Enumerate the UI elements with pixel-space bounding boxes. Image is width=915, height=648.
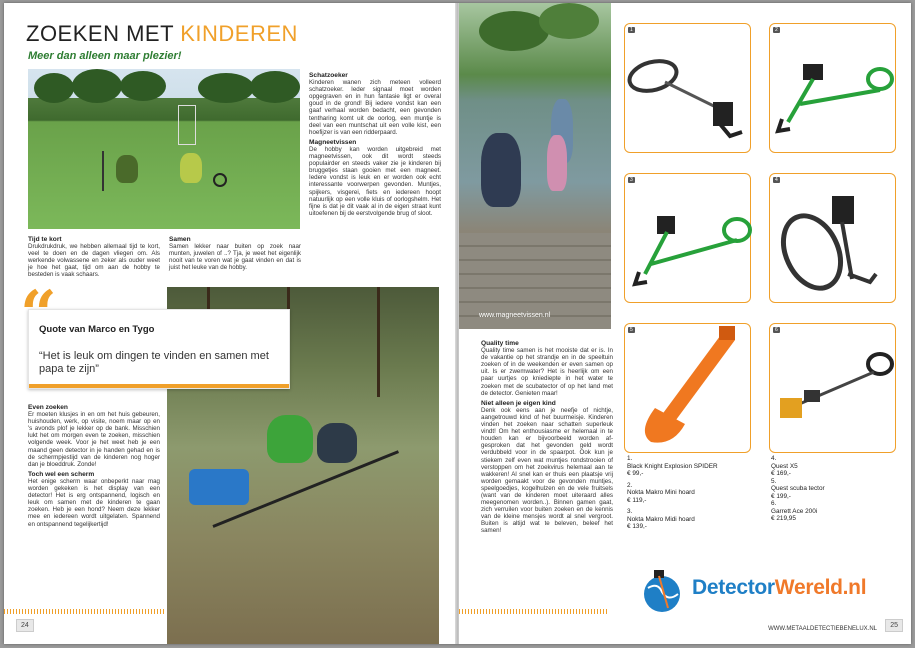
page-number-left: 24 xyxy=(16,619,34,632)
product-5-number: 5. xyxy=(771,477,777,485)
product-tile-1 xyxy=(624,23,751,153)
photo-kid-3 xyxy=(547,135,567,191)
product-4-price: € 169,- xyxy=(771,470,791,477)
tile-number: 6 xyxy=(775,327,778,333)
text-column-2 xyxy=(169,233,301,271)
product-5-price: € 199,- xyxy=(771,492,791,500)
quote-box xyxy=(28,309,290,389)
heading-tijd-te-kort: Tijd te kort xyxy=(28,236,62,243)
detector-image-icon xyxy=(770,174,897,304)
logo-text-part-1: Detector xyxy=(692,576,775,599)
text-column-3 xyxy=(309,69,441,217)
product-1-number: 1. xyxy=(627,455,633,462)
product-6-number: 6. xyxy=(771,500,777,507)
photo-tree xyxy=(34,73,74,103)
product-5-name: Quest scuba tector xyxy=(771,485,825,492)
text-column-1 xyxy=(28,233,160,279)
heading-schatzoeker: Schatzoeker xyxy=(309,72,348,79)
paragraph-schatzoeker: Kinderen wanen zich meteen volleerd schatzoeker. Ieder signaal moet worden opgegraven en in hun fantasie ligt er overal goud in de grond! Bij iedere vondst kan een gaaf verhaal worden bedacht, een gevonden tentharing komt uit de oorlog, een muntje is deel van een muntschat uit een volle kist, een hoefijzer is van een ridderpaard. xyxy=(309,79,441,136)
tile-number: 5 xyxy=(630,327,633,333)
photo-blue-bag xyxy=(189,469,249,505)
product-3-number: 3. xyxy=(627,508,633,515)
heading-magneetvissen: Magneetvissen xyxy=(309,138,357,146)
page-number-right: 25 xyxy=(885,619,903,632)
photo-kid-1 xyxy=(267,415,313,463)
photo-kid-2 xyxy=(180,153,202,183)
product-1-price: € 99,- xyxy=(627,470,644,477)
product-3-price: € 139,- xyxy=(627,523,647,530)
tile-number: 1 xyxy=(630,27,633,33)
text-column-4 xyxy=(481,337,613,535)
heading-even-zoeken: Even zoeken xyxy=(28,404,68,411)
photo-tree xyxy=(539,3,599,39)
detector-image-icon xyxy=(625,24,752,154)
quote-text: “Het is leuk om dingen te vinden en samen met papa te zijn” xyxy=(39,350,269,375)
heading-niet-alleen-je-eigen-kind: Niet alleen je eigen kind xyxy=(481,399,556,407)
paragraph-niet-alleen-je-eigen-kind: Denk ook eens aan je neefje of nichtje, aangetrouwd kind of het buurmeisje. Kinderen vinden het zoeken naar schatten superleuk vindt! Om het enthousiasme er helemaal in te houden kan er bijvoorbeeld worden afgesproken dat het gevonden geld wordt verdubbeld voor in de spaarpot. Ook kun je stiekem zelf even wat muntjes rondstrooien of verstoppen om het zoekvirus helemaal aan te wakkeren! Al snel kan er thuis een plaatsje vrij worden gemaakt voor de gevonden muntjes, speelgoedjes, kogelhulzen en de vele fruitsels (want van de kinderen moet uiteraard alles meegenomen worden..). Binnen gamen gaat, zich verruilen voor buiten zoeken en de kennis van de kleine mensjes wordt al snel vergroot. Buiten is altijd wat te beleven, beleef het samen! xyxy=(481,406,613,535)
quote-mark-icon: “ xyxy=(20,277,57,352)
photo-tree xyxy=(377,287,380,397)
right-page xyxy=(459,3,911,644)
photo-magnet-fishing xyxy=(459,3,611,329)
product-4-number: 4. xyxy=(771,455,777,462)
product-tile-3 xyxy=(624,173,751,303)
article-subtitle: Meer dan alleen maar plezier! xyxy=(28,50,182,62)
product-6-name: Garrett Ace 200i xyxy=(771,507,818,515)
product-2-name: Nokta Makro Mini hoard xyxy=(627,489,695,496)
magazine-spread xyxy=(4,3,911,644)
product-tile-2 xyxy=(769,23,896,153)
paragraph-tijd-te-kort: Drukdrukdruk, we hebben allemaal tijd te kort, veel te doen en de dagen vliegen om. Als werkende volwassene en zeker als ouder weet je hoe het gaat, tijd om aan de hobby te besteden is vaak schaars. xyxy=(28,243,160,279)
globe-detector-logo-icon xyxy=(636,568,692,614)
title-part-1: ZOEKEN MET xyxy=(26,21,174,46)
product-3-name: Nokta Makro Midi hoard xyxy=(627,515,695,523)
left-page xyxy=(4,3,456,644)
heading-samen: Samen xyxy=(169,236,191,243)
paragraph-toch-wel-een-scherm: Het enige scherm waar onbeperkt naar mag worden gekeken is het display van een detector! Het is erg ontspannend, logisch en leuk om samen met de kinderen te gaan zoeken. Heb je een hond? Neem deze lekker mee en iedereen wordt uitgelaten. Spannend en ontspannend tegelijkertijd! xyxy=(28,477,160,528)
photo-tree xyxy=(120,71,166,101)
photo-kid-1 xyxy=(116,155,138,183)
photo-tree xyxy=(198,73,254,103)
product-tile-4 xyxy=(769,173,896,303)
product-list-right xyxy=(771,455,896,523)
detector-image-icon xyxy=(625,174,752,304)
photo-detector-shaft xyxy=(102,151,104,191)
quote-title: Quote van Marco en Tygo xyxy=(39,324,155,335)
article-title xyxy=(26,21,298,47)
photo-detector-coil xyxy=(213,173,227,187)
photo-kid-2 xyxy=(317,423,357,463)
product-6-price: € 219,95 xyxy=(771,515,796,522)
detector-image-icon xyxy=(770,324,897,454)
paragraph-magneetvissen: De hobby kan worden uitgebreid met magneetvissen, ook dit wordt steeds populairder en steeds vaker zie je kinderen bij bruggetjes staan gooien met een magneet. Iedere vondst is leuk en er worden ook echt interessante voorwerpen gevonden. Muntjes, spijkers, visgerei, fiets en iedereen hoopt natuurlijk op een volle kluis of oorlogshelm. Het fijne is dat je dit vaak al in de eigen straat kunt uitoefenen bij de eerstvolgende brug of sloot. xyxy=(309,145,441,217)
paragraph-samen: Samen lekker naar buiten op zoek naar munten, juwelen of ..? Tja, je weet het eigenlijk nooit van te voren wat je gaat vinden en dat is juist het leuke van de hobby. xyxy=(169,243,301,272)
heading-quality-time: Quality time xyxy=(481,340,519,347)
text-column-1-bottom xyxy=(28,401,160,528)
photo-tree xyxy=(72,69,122,103)
photo-tree xyxy=(250,71,300,103)
logo-text-part-2: Wereld.nl xyxy=(774,576,867,599)
footer-decoration xyxy=(459,609,609,614)
photo-caption-url: www.magneetvissen.nl xyxy=(479,312,551,319)
paragraph-quality-time: Quality time samen is het mooiste dat er is. In de vakantie op het strandje en in de speeltuin zoeken of in de weekenden er even samen op uit. Is er zwemwater? Het is heerlijk om een paar uurtjes op kniediepte in het water te zoeken met de scubatector of op het land met de detector. Genieten maar! xyxy=(481,347,613,397)
product-4-name: Quest X5 xyxy=(771,462,798,470)
footer-url: WWW.METAALDETECTIEBENELUX.NL xyxy=(768,626,877,632)
product-2-number: 2. xyxy=(627,481,633,489)
tile-number: 2 xyxy=(775,27,778,33)
product-tile-5 xyxy=(624,323,751,453)
pinpointer-image-icon xyxy=(625,324,752,454)
detectorwereld-logo xyxy=(636,568,906,614)
detector-image-icon xyxy=(770,24,897,154)
product-list-left xyxy=(627,455,752,531)
title-part-2: KINDEREN xyxy=(180,21,298,46)
paragraph-even-zoeken: Er moeten klusjes in en om het huis gebeuren, huishouden, werk, op visite, noem maar op en 's avonds plof je lekker op de bank. Misschien lukt het om morgen even te zoeken, misschien volgende week. Voor je het weet heb je een maand geen detector in je handen gehad en is de schermpjestijd van de kinderen nog hoger dan je bloeddruk. Zonde! xyxy=(28,411,160,468)
photo-kid-1 xyxy=(481,133,521,207)
product-tile-6 xyxy=(769,323,896,453)
tile-number: 3 xyxy=(630,177,633,183)
quote-accent-bar xyxy=(29,384,289,388)
footer-decoration xyxy=(4,609,164,614)
photo-kids-in-field xyxy=(28,69,300,229)
logo-text xyxy=(692,576,866,600)
product-1-name: Black Knight Explosion SPIDER xyxy=(627,462,718,470)
heading-toch-wel-een-scherm: Toch wel een scherm xyxy=(28,470,95,478)
tile-number: 4 xyxy=(775,177,778,183)
product-2-price: € 119,- xyxy=(627,496,647,504)
photo-goal xyxy=(178,105,196,145)
